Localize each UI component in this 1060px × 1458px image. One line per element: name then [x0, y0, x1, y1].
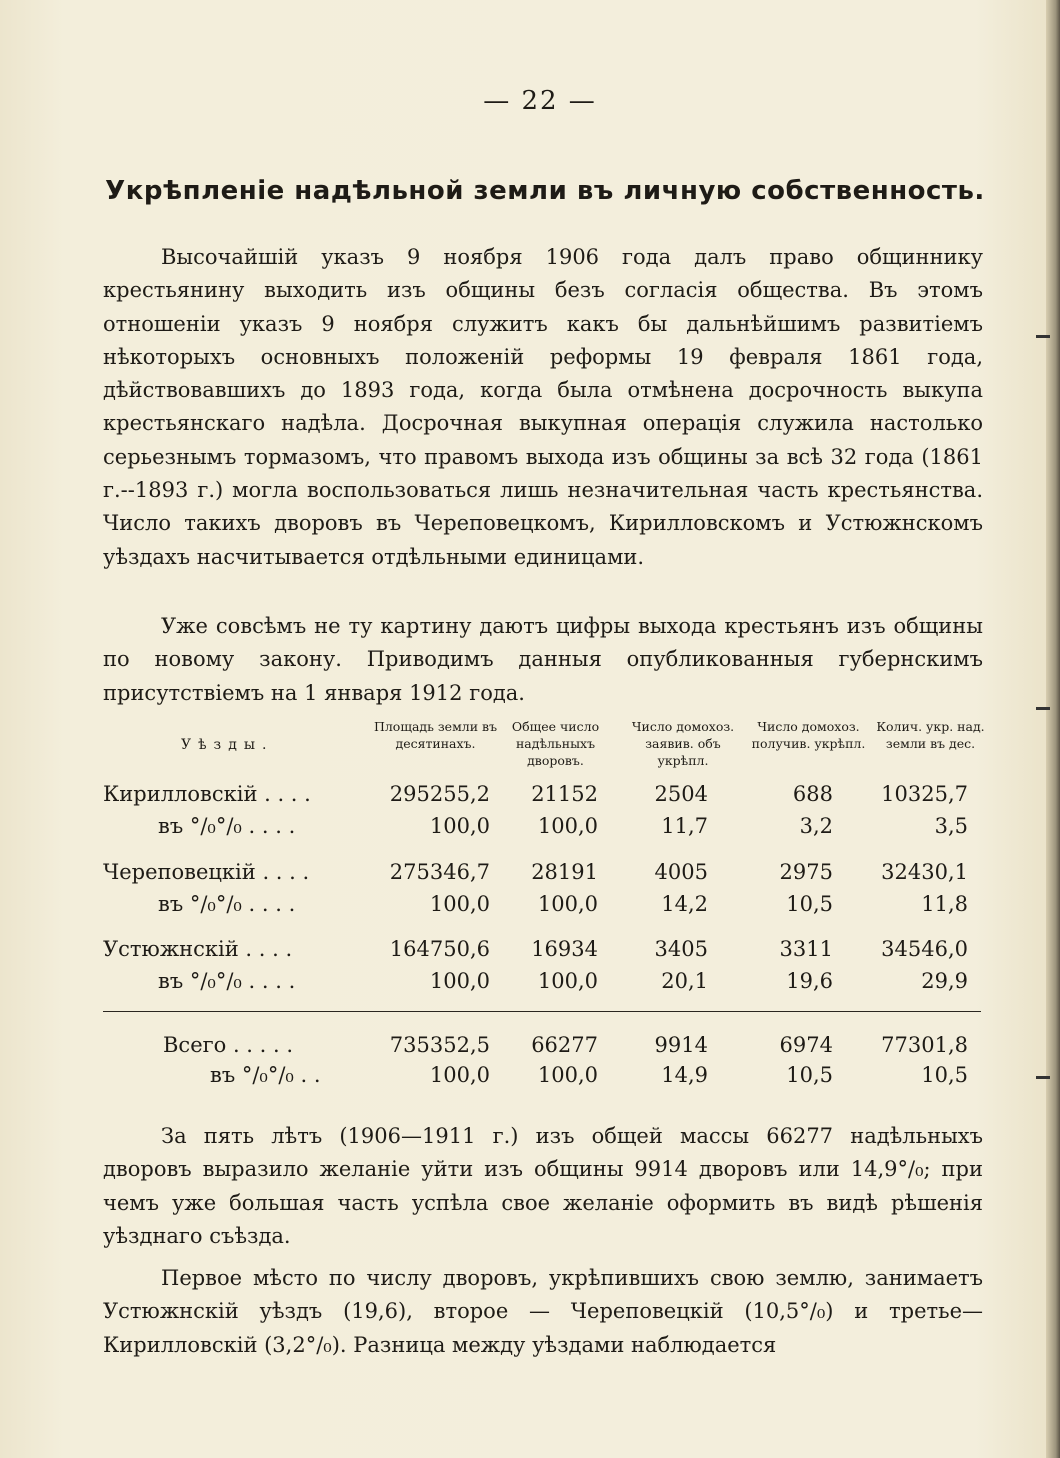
paragraph-4 — [103, 1262, 983, 1362]
cell: 29,9 — [921, 969, 968, 993]
header-received: Число домохоз. получив. укрѣпл. — [751, 719, 866, 751]
cell: 66277 — [531, 1033, 598, 1057]
row-label: Устюжнскій . . . . — [103, 937, 293, 961]
paragraph-3 — [103, 1120, 983, 1253]
cell: 28191 — [531, 860, 598, 884]
table-row — [103, 889, 983, 919]
cell: 100,0 — [429, 892, 490, 916]
cell: 11,7 — [661, 814, 708, 838]
cell: 10325,7 — [881, 782, 968, 806]
table-row-total — [103, 1030, 983, 1060]
cell: 10,5 — [921, 1063, 968, 1087]
page-number: — 22 — — [483, 86, 597, 116]
cell: 3,5 — [934, 814, 968, 838]
row-label: въ °/₀°/₀ . . . . — [158, 814, 296, 838]
cell: 9914 — [654, 1033, 708, 1057]
cell: 735352,5 — [389, 1033, 490, 1057]
cell: 21152 — [531, 782, 598, 806]
cell: 34546,0 — [881, 937, 968, 961]
cell: 16934 — [531, 937, 598, 961]
table-row — [103, 811, 983, 841]
cell: 14,2 — [661, 892, 708, 916]
paragraph-4-text: Первое мѣсто по числу дворовъ, укрѣпившихъ свою землю, занимаетъ Устюжнскій уѣздъ (19,6), второе — Череповецкій (10,5°/₀) и третье—Кирилловскій (3,2°/₀). Разница между уѣздами наблюдается — [103, 1266, 983, 1357]
row-label: Кирилловскій . . . . — [103, 782, 311, 806]
cell: 3311 — [779, 937, 833, 961]
cell: 295255,2 — [389, 782, 490, 806]
header-land: Колич. укр. над. земли въ дес. — [876, 719, 985, 751]
margin-mark — [1036, 335, 1050, 338]
table-header — [103, 718, 983, 774]
row-label: въ °/₀°/₀ . . — [210, 1063, 321, 1087]
cell: 100,0 — [429, 814, 490, 838]
table-row — [103, 857, 983, 887]
paragraph-2 — [103, 610, 983, 710]
cell: 100,0 — [537, 892, 598, 916]
paragraph-3-text: За пять лѣтъ (1906—1911 г.) изъ общей массы 66277 надѣльныхъ дворовъ выразило желаніе уйти изъ общины 9914 дворовъ или 14,9°/₀; при чемъ уже большая часть успѣла свое желаніе оформить въ видѣ рѣшенія уѣзднаго съѣзда. — [103, 1124, 983, 1248]
header-area: Площадь земли въ десятинахъ. — [373, 719, 498, 751]
cell: 19,6 — [786, 969, 833, 993]
total-divider — [103, 1011, 981, 1012]
cell: 100,0 — [429, 969, 490, 993]
cell: 11,8 — [921, 892, 968, 916]
row-label: въ °/₀°/₀ . . . . — [158, 969, 296, 993]
section-heading: Укрѣпленіе надѣльной земли въ личную собственность. — [105, 176, 985, 206]
header-applied: Число домохоз. заявив. объ укрѣпл. — [631, 719, 735, 768]
cell: 688 — [792, 782, 833, 806]
cell: 100,0 — [537, 1063, 598, 1087]
cell: 14,9 — [661, 1063, 708, 1087]
cell: 3,2 — [799, 814, 833, 838]
cell: 4005 — [654, 860, 708, 884]
paragraph-2-text: Уже совсѣмъ не ту картину даютъ цифры выхода крестьянъ изъ общины по новому закону. Приводимъ данныя опубликованныя губернскимъ присутствіемъ на 1 января 1912 года. — [103, 614, 983, 705]
header-uezd: Уѣзды. — [181, 737, 274, 753]
table-row — [103, 779, 983, 809]
row-label: Всего . . . . . — [163, 1033, 294, 1057]
table-row-total-percent — [103, 1060, 983, 1090]
page-edge — [1046, 0, 1060, 1458]
cell: 20,1 — [661, 969, 708, 993]
header-households: Общее число надѣльныхъ дворовъ. — [511, 719, 600, 768]
cell: 164750,6 — [389, 937, 490, 961]
cell: 10,5 — [786, 892, 833, 916]
row-label: въ °/₀°/₀ . . . . — [158, 892, 296, 916]
cell: 275346,7 — [389, 860, 490, 884]
margin-mark — [1036, 707, 1050, 710]
paragraph-1-text: Высочайшій указъ 9 ноября 1906 года далъ право общиннику крестьянину выходить изъ общины безъ согласія общества. Въ этомъ отношеніи указъ 9 ноября служитъ какъ бы дальнѣйшимъ развитіемъ нѣкоторыхъ основныхъ положеній реформы 19 февраля 1861 года, дѣйствовавшихъ до 1893 года, когда была отмѣнена досрочность выкупа крестьянскаго надѣла. Досрочная выкупная операція служила настолько серьезнымъ тормазомъ, что правомъ выхода изъ общины за всѣ 32 года (1861 г.--1893 г.) могла воспользоваться лишь незначительная часть крестьянства. Число такихъ дворовъ въ Череповецкомъ, Кирилловскомъ и Устюжнскомъ уѣздахъ насчитывается отдѣльными единицами. — [103, 245, 983, 569]
paragraph-1 — [103, 241, 983, 574]
cell: 3405 — [654, 937, 708, 961]
cell: 6974 — [779, 1033, 833, 1057]
cell: 10,5 — [786, 1063, 833, 1087]
cell: 2504 — [654, 782, 708, 806]
cell: 77301,8 — [881, 1033, 968, 1057]
cell: 100,0 — [429, 1063, 490, 1087]
row-label: Череповецкій . . . . — [103, 860, 310, 884]
table-row — [103, 934, 983, 964]
margin-mark — [1036, 1076, 1050, 1079]
table-row — [103, 966, 983, 996]
cell: 100,0 — [537, 814, 598, 838]
cell: 32430,1 — [881, 860, 968, 884]
cell: 100,0 — [537, 969, 598, 993]
cell: 2975 — [779, 860, 833, 884]
